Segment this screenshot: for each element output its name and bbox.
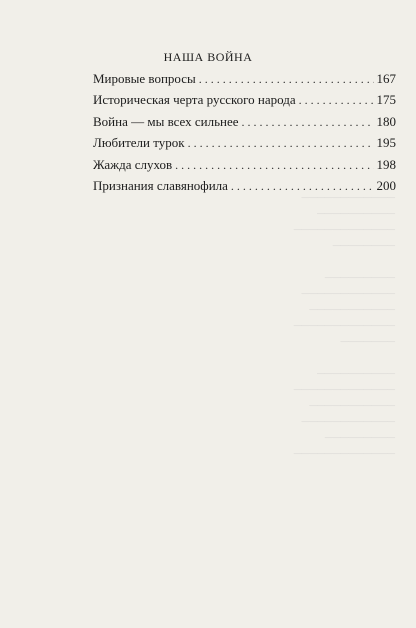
toc-entry-title: Историческая черта русского народа bbox=[93, 92, 296, 108]
toc-entry bbox=[93, 89, 396, 110]
toc-entry bbox=[93, 132, 396, 153]
toc-entry bbox=[93, 175, 396, 196]
toc-entry-title: Война — мы всех сильнее bbox=[93, 113, 239, 129]
toc-entry-page: 175 bbox=[376, 92, 396, 108]
toc-entry-page: 195 bbox=[376, 135, 396, 151]
toc-entry-title: Жажда слухов bbox=[93, 156, 173, 172]
toc-entry bbox=[93, 154, 396, 175]
toc-entry-page: 198 bbox=[376, 156, 396, 172]
dot-leader bbox=[199, 69, 374, 90]
toc-entry-page: 167 bbox=[376, 71, 396, 86]
dot-leader bbox=[299, 90, 374, 111]
bleed-through-texture: ──────────── ────────── ───────────── ──────── ───────── ──────────── ─────────── ───────────── ─────── ────────── ───────────── ─────────── ──────────── ───────── ───────────── bbox=[293, 192, 395, 460]
dot-leader bbox=[242, 112, 374, 133]
toc-entry-title: Любители турок bbox=[93, 135, 185, 151]
dot-leader bbox=[188, 133, 374, 154]
toc-entry-title: Мировые вопросы bbox=[93, 71, 196, 86]
dot-leader bbox=[175, 155, 373, 176]
table-of-contents bbox=[93, 68, 396, 196]
toc-entry-page: 180 bbox=[376, 113, 396, 129]
toc-entry bbox=[93, 68, 396, 89]
toc-entry-title: Признания славянофила bbox=[93, 177, 228, 193]
section-title: НАША ВОЙНА bbox=[163, 50, 253, 64]
dot-leader bbox=[231, 176, 374, 197]
toc-entry-page: 200 bbox=[376, 177, 396, 193]
toc-entry bbox=[93, 111, 396, 132]
